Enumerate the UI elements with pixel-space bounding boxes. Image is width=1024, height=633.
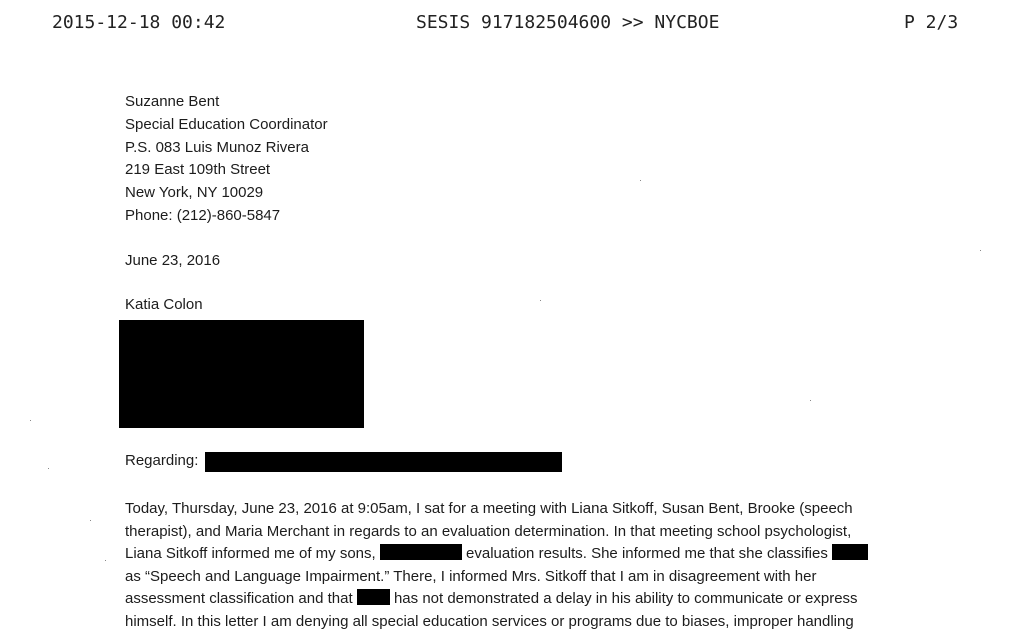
body-text-2: therapist), and Maria Merchant in regards to an evaluation determination. In that meeting school psychologist, [125,523,851,540]
scan-speck [48,468,49,469]
letter-body [125,498,955,633]
scan-speck [90,520,91,521]
scan-speck [540,300,541,301]
redacted-child-name [357,589,390,605]
body-line [125,498,955,521]
sender-street: 219 East 109th Street [125,161,270,178]
sender-title: Special Education Coordinator [125,116,328,133]
fax-datetime: 2015-12-18 00:42 [52,12,225,33]
fax-route: SESIS 917182504600 >> NYCBOE [416,12,719,33]
letter-date: June 23, 2016 [125,252,220,269]
scan-speck [105,560,106,561]
scan-speck [980,250,981,251]
redacted-child-name [380,544,462,560]
scan-speck [640,180,641,181]
body-text-5b: has not demonstrated a delay in his ability to communicate or express [394,590,858,607]
body-text-1: Today, Thursday, June 23, 2016 at 9:05am, I sat for a meeting with Liana Sitkoff, Susan Bent, Brooke (speech [125,500,853,517]
body-line [125,588,955,611]
redacted-address-block [119,320,364,428]
body-line [125,543,955,566]
sender-phone: Phone: (212)-860-5847 [125,207,280,224]
redacted-regarding [205,452,562,472]
body-line [125,521,955,544]
body-text-3a: Liana Sitkoff informed me of my sons, [125,545,376,562]
body-text-4: as “Speech and Language Impairment.” There, I informed Mrs. Sitkoff that I am in disagreement with her [125,568,816,585]
fax-page-number: P 2/3 [904,12,958,33]
sender-name: Suzanne Bent [125,93,219,110]
body-text-6: himself. In this letter I am denying all special education services or programs due to biases, improper handling [125,613,854,630]
sender-school: P.S. 083 Luis Munoz Rivera [125,139,309,156]
scan-speck [30,420,31,421]
sender-city: New York, NY 10029 [125,184,263,201]
body-line [125,611,955,633]
redacted-child-name [832,544,868,560]
body-line [125,566,955,589]
body-text-5a: assessment classification and that [125,590,353,607]
recipient-name: Katia Colon [125,296,203,313]
regarding-label: Regarding: [125,452,198,469]
scan-speck [810,400,811,401]
fax-header [0,12,1024,36]
body-text-3b: evaluation results. She informed me that she classifies [466,545,828,562]
